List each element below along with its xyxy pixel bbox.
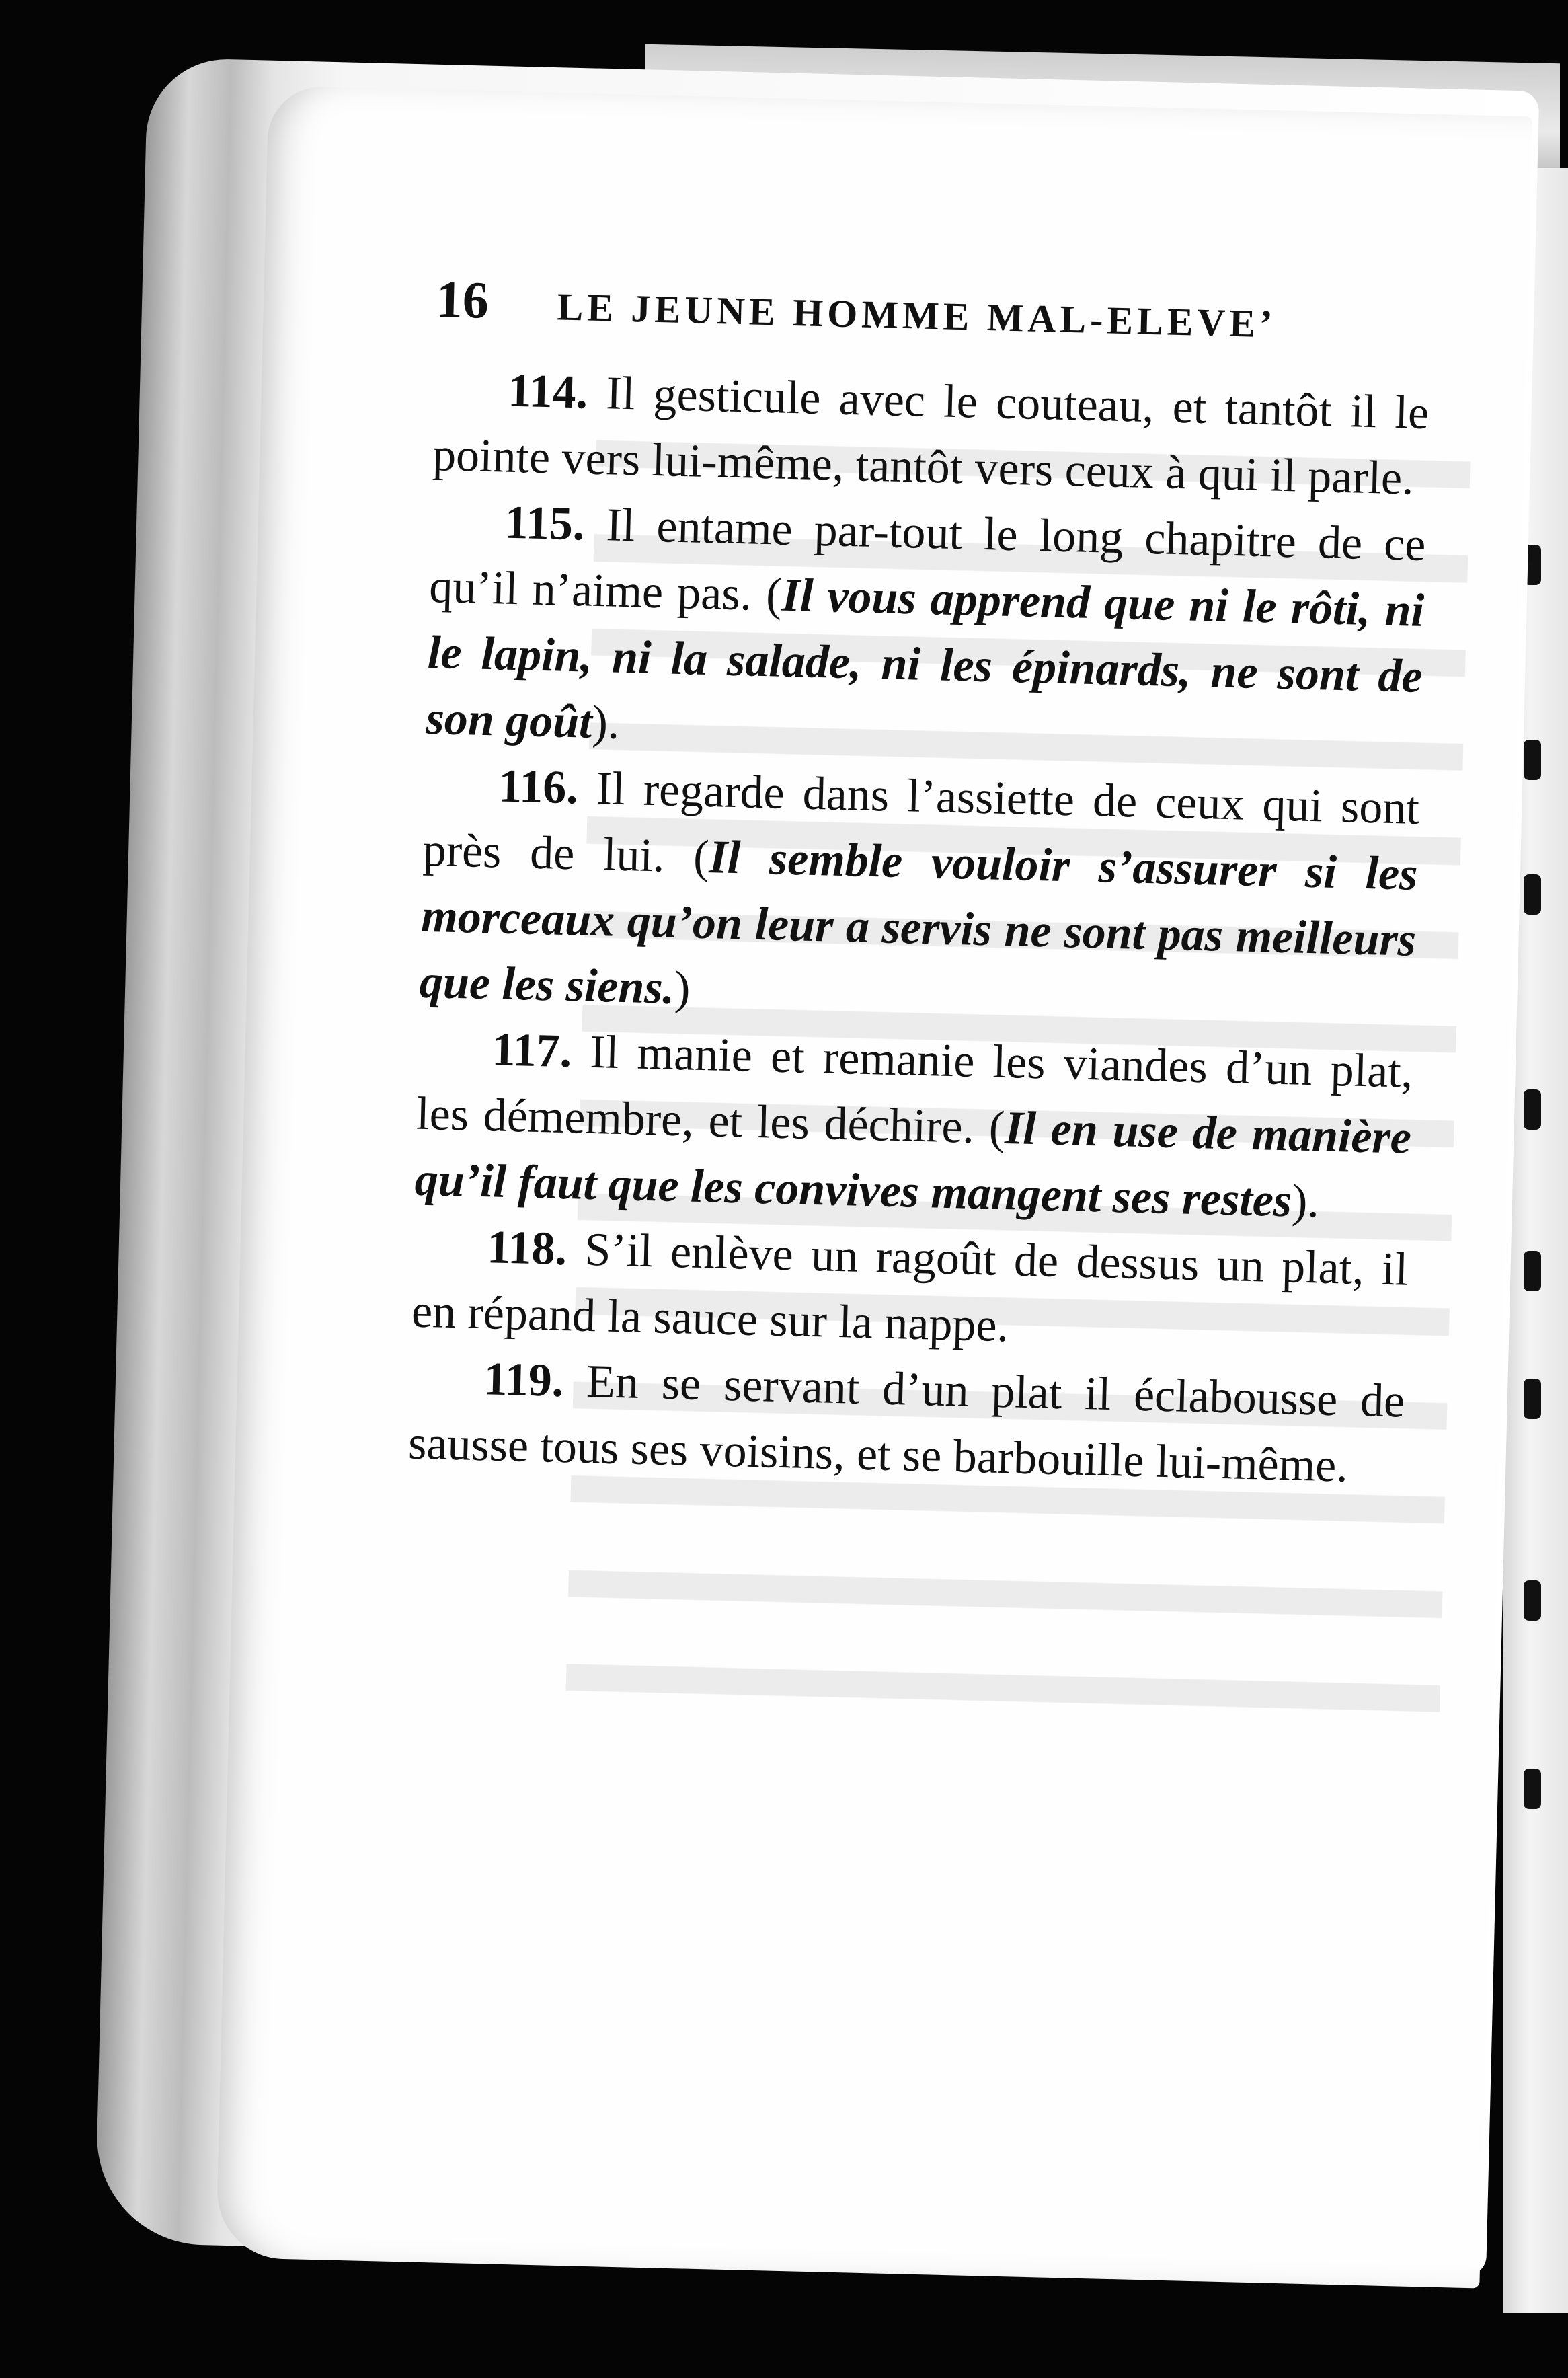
entry-number: 115. — [504, 496, 586, 551]
page-number: 16 — [435, 269, 489, 330]
entry-text: Il manie et remanie les viandes d’un plat, les démembre, et les déchire. ( — [416, 1026, 1414, 1154]
entry-text: Il gesticule avec le couteau, et tantôt il le pointe vers lui-même, tantôt vers ceux à qui il parle. — [432, 367, 1430, 505]
edge-mark — [1524, 740, 1541, 780]
edge-mark — [1524, 1089, 1541, 1130]
edge-mark — [1524, 874, 1541, 915]
entry-after: ). — [591, 696, 621, 749]
entry-number: 116. — [498, 760, 579, 814]
entry-number: 114. — [507, 365, 589, 419]
edge-mark — [1524, 1379, 1541, 1419]
entry-italic: Il semble vouloir s’assurer si les morceaux qu’on leur a servis ne sont pas meilleurs que les siens. — [419, 831, 1419, 1014]
page-text — [407, 269, 1432, 1501]
entry-116 — [419, 752, 1420, 1040]
entry-number: 117. — [491, 1024, 573, 1078]
entry-italic: Il en use de manière qu’il faut que les convives mangent ses restes — [414, 1102, 1412, 1227]
edge-mark — [1524, 1251, 1541, 1291]
entry-117 — [414, 1015, 1414, 1237]
entry-118 — [411, 1213, 1409, 1369]
entry-italic: Il vous apprend que ni le rôti, ni le lapin, ni la salade, ni les épinards, ne sont de son goût — [425, 569, 1425, 749]
running-title: LE JEUNE HOMME MAL-ELEVE’ — [556, 284, 1278, 346]
entry-text: En se servant d’un plat il éclabousse de sausse tous ses voisins, et se barbouille lui-même. — [407, 1355, 1406, 1492]
entry-119 — [407, 1345, 1405, 1501]
edge-mark — [1524, 1769, 1541, 1809]
entry-text: Il regarde dans l’assiette de ceux qui sont près de lui. ( — [422, 762, 1420, 884]
entry-after: ) — [674, 962, 691, 1015]
entry-after: ). — [1291, 1175, 1320, 1228]
entry-number: 118. — [486, 1221, 568, 1276]
entry-number: 119. — [483, 1353, 565, 1408]
entry-114 — [432, 356, 1429, 512]
entry-text: Il entame par-tout le long chapitre de ce qu’il n’aime pas. ( — [428, 498, 1427, 621]
edge-mark — [1524, 1580, 1541, 1621]
entry-115 — [425, 488, 1426, 776]
entry-text: S’il enlève un ragoût de dessus un plat, il en répand la sauce sur la nappe. — [411, 1223, 1409, 1352]
